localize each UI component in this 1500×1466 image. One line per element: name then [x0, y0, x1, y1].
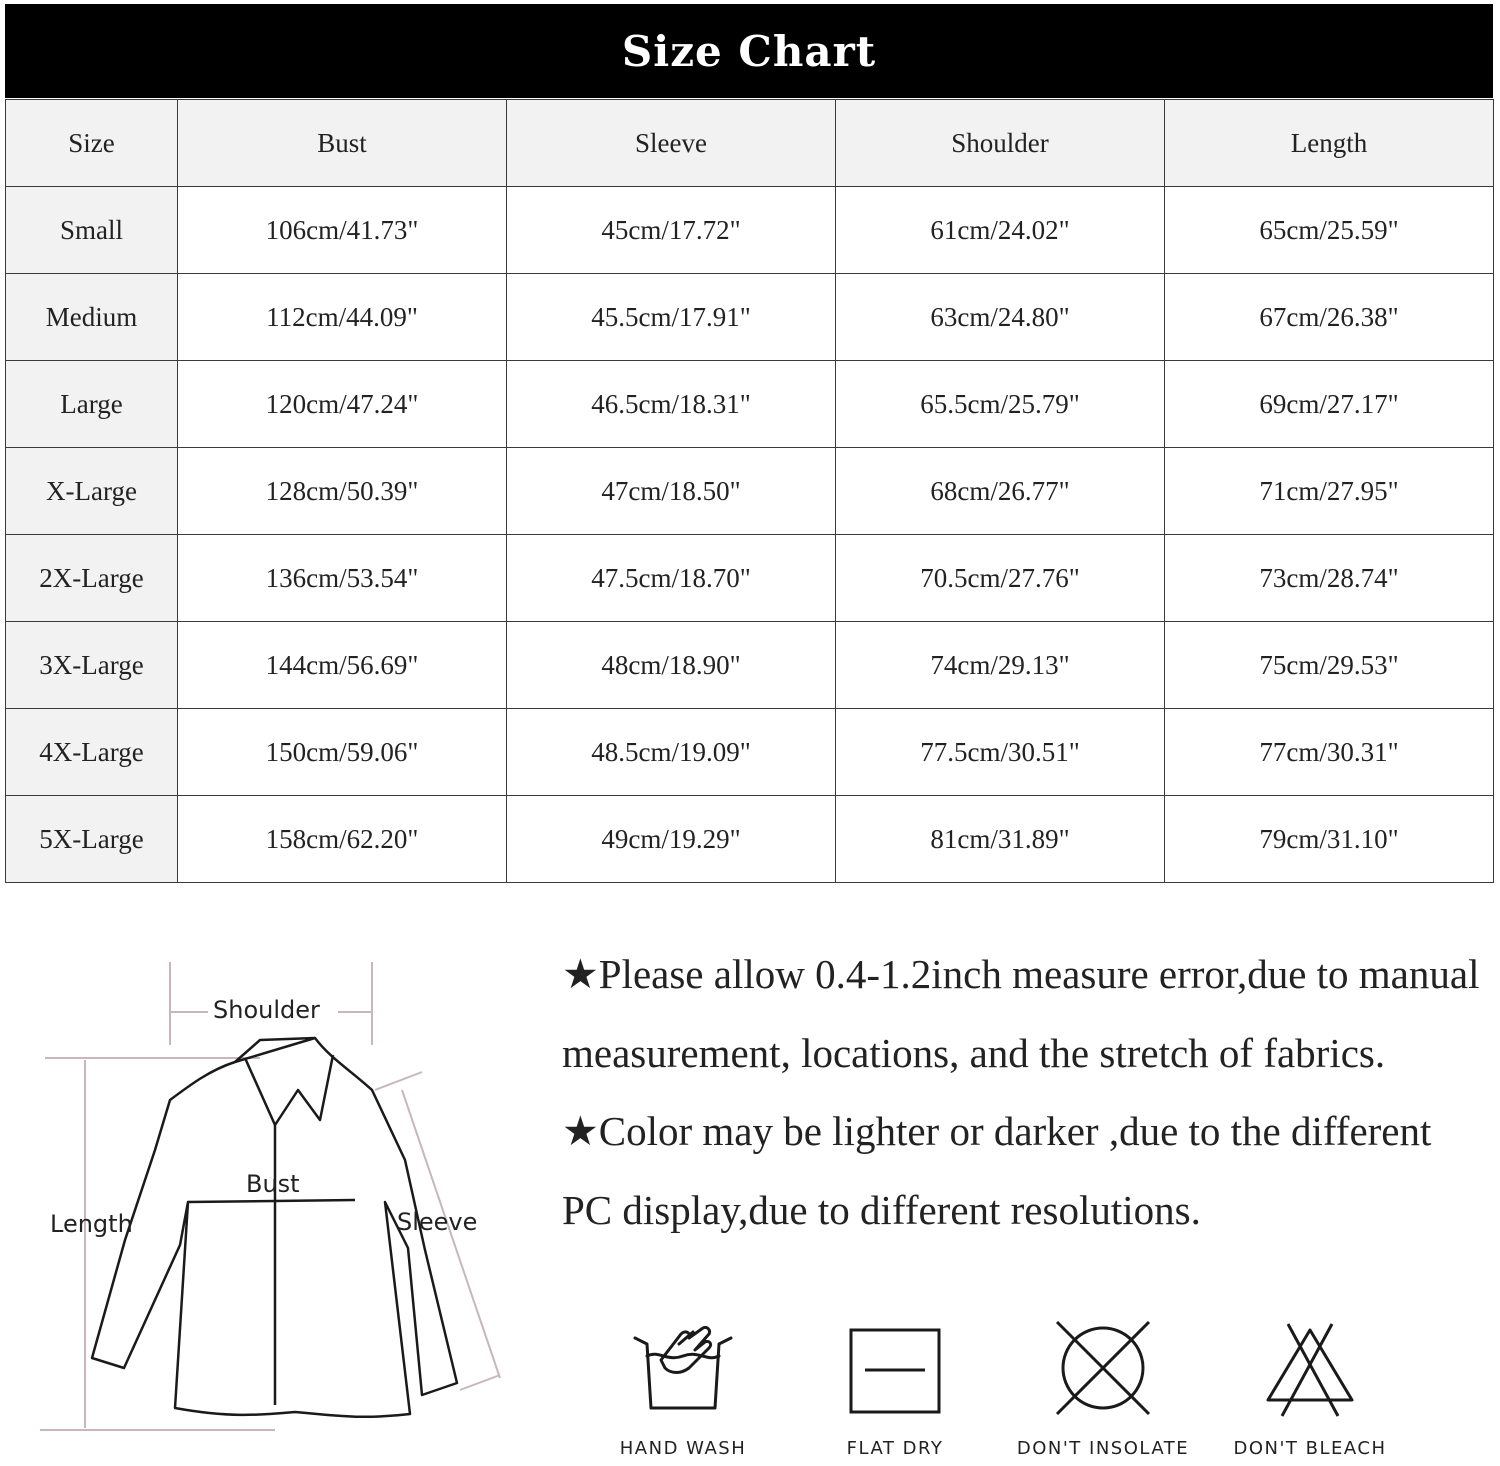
table-row [6, 274, 1494, 361]
measurement-cell: 70.5cm/27.76" [836, 535, 1165, 622]
table-row [6, 448, 1494, 535]
measurement-cell: 81cm/31.89" [836, 796, 1165, 883]
measurement-cell: 68cm/26.77" [836, 448, 1165, 535]
measurement-cell: 65.5cm/25.79" [836, 361, 1165, 448]
size-cell: X-Large [6, 448, 178, 535]
measurement-cell: 75cm/29.53" [1165, 622, 1494, 709]
table-row [6, 709, 1494, 796]
measurement-cell: 106cm/41.73" [178, 187, 507, 274]
measurement-notes [562, 935, 1482, 1249]
shirt-diagram-svg [30, 950, 510, 1445]
measurement-cell: 47cm/18.50" [507, 448, 836, 535]
measurement-cell: 144cm/56.69" [178, 622, 507, 709]
size-chart-title: Size Chart [5, 4, 1493, 98]
column-header: Bust [178, 100, 507, 187]
table-row [6, 796, 1494, 883]
table-row [6, 535, 1494, 622]
measurement-cell: 136cm/53.54" [178, 535, 507, 622]
length-label: Length [50, 1210, 133, 1238]
size-cell: 2X-Large [6, 535, 178, 622]
table-row [6, 187, 1494, 274]
measurement-cell: 61cm/24.02" [836, 187, 1165, 274]
measurement-cell: 158cm/62.20" [178, 796, 507, 883]
column-header: Size [6, 100, 178, 187]
hand-wash-icon [633, 1320, 733, 1420]
measurement-cell: 49cm/19.29" [507, 796, 836, 883]
table-row [6, 361, 1494, 448]
hand-wash-label: HAND WASH [619, 1438, 747, 1459]
size-cell: 4X-Large [6, 709, 178, 796]
measurement-cell: 67cm/26.38" [1165, 274, 1494, 361]
measurement-cell: 74cm/29.13" [836, 622, 1165, 709]
measurement-cell: 63cm/24.80" [836, 274, 1165, 361]
sleeve-label: Sleeve [397, 1208, 478, 1236]
column-header: Shoulder [836, 100, 1165, 187]
measurement-cell: 48.5cm/19.09" [507, 709, 836, 796]
shoulder-label: Shoulder [213, 996, 320, 1024]
size-cell: 5X-Large [6, 796, 178, 883]
flat-dry-icon [845, 1320, 945, 1420]
care-dont-bleach [1210, 1320, 1410, 1466]
size-cell: 3X-Large [6, 622, 178, 709]
measurement-cell: 128cm/50.39" [178, 448, 507, 535]
shirt-measurement-diagram [30, 950, 510, 1445]
measurement-cell: 69cm/27.17" [1165, 361, 1494, 448]
dont-bleach-label: DON'T BLEACH [1233, 1438, 1387, 1459]
measurement-cell: 65cm/25.59" [1165, 187, 1494, 274]
column-header: Length [1165, 100, 1494, 187]
table-row [6, 622, 1494, 709]
size-table [5, 99, 1494, 883]
measurement-cell: 71cm/27.95" [1165, 448, 1494, 535]
table-header-row [6, 100, 1494, 187]
flat-dry-label: FLAT DRY [846, 1438, 944, 1459]
measurement-cell: 77cm/30.31" [1165, 709, 1494, 796]
measurement-cell: 120cm/47.24" [178, 361, 507, 448]
dont-insolate-label: DON'T INSOLATE [1016, 1438, 1190, 1459]
measurement-cell: 77.5cm/30.51" [836, 709, 1165, 796]
dont-bleach-icon [1260, 1320, 1360, 1420]
measurement-cell: 73cm/28.74" [1165, 535, 1494, 622]
measurement-cell: 150cm/59.06" [178, 709, 507, 796]
measurement-cell: 47.5cm/18.70" [507, 535, 836, 622]
note-color-difference: ★Color may be lighter or darker ,due to the different PC display,due to different resolutions. [562, 1108, 1432, 1233]
size-cell: Large [6, 361, 178, 448]
note-measure-error: ★Please allow 0.4-1.2inch measure error,due to manual measurement, locations, and the stretch of fabrics. [562, 951, 1480, 1076]
measurement-cell: 112cm/44.09" [178, 274, 507, 361]
size-cell: Medium [6, 274, 178, 361]
measurement-cell: 46.5cm/18.31" [507, 361, 836, 448]
measurement-cell: 45.5cm/17.91" [507, 274, 836, 361]
measurement-cell: 48cm/18.90" [507, 622, 836, 709]
care-flat-dry [795, 1320, 995, 1466]
column-header: Sleeve [507, 100, 836, 187]
size-cell: Small [6, 187, 178, 274]
measurement-cell: 45cm/17.72" [507, 187, 836, 274]
bust-label: Bust [246, 1170, 300, 1198]
care-dont-insolate [1003, 1320, 1203, 1466]
dont-insolate-icon [1053, 1320, 1153, 1420]
care-hand-wash [583, 1320, 783, 1466]
measurement-cell: 79cm/31.10" [1165, 796, 1494, 883]
